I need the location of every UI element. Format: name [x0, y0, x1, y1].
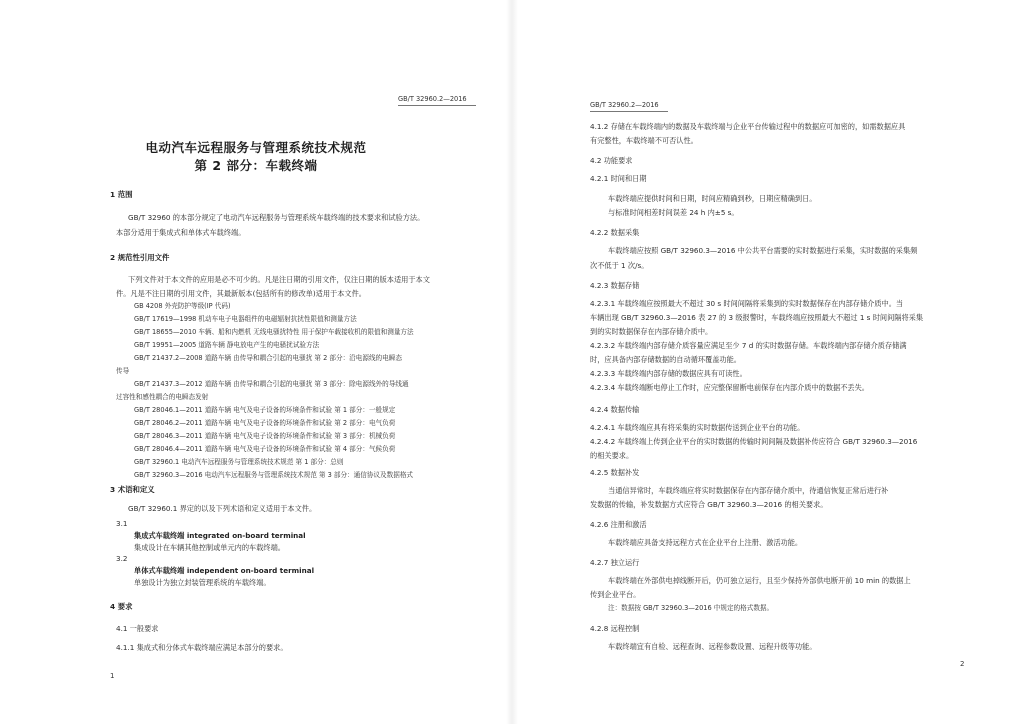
paragraph: 车载终端应按照 GB/T 32960.3—2016 中公共平台需要的实时数据进行采集，实时数据的采集频 [608, 246, 918, 255]
header-rule [398, 105, 476, 106]
paragraph: 到的实时数据保存在内部存储介质中。 [590, 327, 713, 336]
right-page [512, 0, 1024, 724]
paragraph: 4.2.3.4 车载终端断电停止工作时，应完整保留断电前保存在内部介质中的数据不丢失。 [590, 383, 869, 392]
section-2-heading: 2 规范性引用文件 [110, 253, 170, 262]
page-number: 2 [960, 660, 965, 668]
section-3-heading: 3 术语和定义 [110, 485, 155, 494]
paragraph: 4.2.4.1 车载终端应具有将采集的实时数据传送到企业平台的功能。 [590, 423, 805, 432]
reference-item: GB/T 28046.1—2011 道路车辆 电气及电子设备的环境条件和试验 第 1 部分：一般规定 [134, 406, 396, 414]
reference-item: GB/T 19951—2005 道路车辆 静电放电产生的电骚扰试验方法 [134, 341, 320, 349]
reference-item: GB/T 32960.1 电动汽车远程服务与管理系统技术规范 第 1 部分：总则 [134, 458, 344, 466]
reference-item: GB/T 21437.2—2008 道路车辆 由传导和耦合引起的电骚扰 第 2 部分：沿电源线的电瞬态 [134, 354, 402, 362]
subsection-heading: 4.2.5 数据补发 [590, 468, 640, 477]
reference-item: 传导 [116, 367, 130, 375]
subsection-heading: 4.1 一般要求 [116, 624, 159, 633]
note: 注：数据按 GB/T 32960.3—2016 中规定的格式数据。 [608, 604, 774, 612]
term-definition: 单独设计为独立封装管理系统的车载终端。 [134, 578, 271, 587]
reference-item: GB/T 28046.3—2011 道路车辆 电气及电子设备的环境条件和试验 第 3 部分：机械负荷 [134, 432, 396, 440]
paragraph: 件。凡是不注日期的引用文件，其最新版本(包括所有的修改单)适用于本文件。 [116, 289, 366, 298]
paragraph: 4.2.3.2 车载终端内部存储介质容量应满足至少 7 d 的实时数据存储。车载终端内部存储介质存储满 [590, 341, 907, 350]
paragraph: 时，应具备内部存储数据的自动循环覆盖功能。 [590, 355, 741, 364]
paragraph: 4.2.4.2 车载终端上传到企业平台的实时数据的传输时间间隔及数据补传应符合 GB/T 32960.3—2016 [590, 437, 918, 446]
paragraph: 有完整性，车载终端不可否认性。 [590, 136, 698, 145]
paragraph: 本部分适用于集成式和单体式车载终端。 [116, 228, 246, 237]
subsection-heading: 4.2 功能要求 [590, 156, 633, 165]
reference-item: GB/T 28046.2—2011 道路车辆 电气及电子设备的环境条件和试验 第 2 部分：电气负荷 [134, 419, 396, 427]
paragraph: GB/T 32960 的本部分规定了电动汽车远程服务与管理系统车载终端的技术要求和试验方法。 [128, 213, 425, 222]
paragraph: 车载终端在外部供电掉线断开后，仍可独立运行，且至少保持外部供电断开前 10 min 的数据上 [608, 576, 911, 585]
reference-item: GB/T 18655—2010 车辆、船和内燃机 无线电骚扰特性 用于保护车载接收机的限值和测量方法 [134, 328, 414, 336]
paragraph: 车载终端宜有自检、远程查询、远程参数设置、远程升级等功能。 [608, 642, 817, 651]
document-subtitle: 第 2 部分：车载终端 [194, 158, 318, 173]
paragraph: 传到企业平台。 [590, 590, 641, 599]
section-1-heading: 1 范围 [110, 190, 133, 199]
term-number: 3.2 [116, 554, 128, 563]
reference-item: GB/T 32960.3—2016 电动汽车远程服务与管理系统技术规范 第 3 部分：通信协议及数据格式 [134, 471, 414, 479]
page-header: GB/T 32960.2—2016 [398, 95, 467, 103]
paragraph: 车辆出现 GB/T 32960.3—2016 表 27 的 3 级报警时，车载终端应按照最大不超过 1 s 时间间隔将采集 [590, 313, 924, 322]
paragraph: 下列文件对于本文件的应用是必不可少的。凡是注日期的引用文件，仅注日期的版本适用于本文 [128, 275, 430, 284]
term-name: 单体式车载终端 independent on-board terminal [134, 566, 315, 575]
reference-item: 过容性和感性耦合的电瞬态发射 [116, 393, 209, 401]
reference-item: GB/T 28046.4—2011 道路车辆 电气及电子设备的环境条件和试验 第 4 部分：气候负荷 [134, 445, 396, 453]
paragraph: 次不低于 1 次/s。 [590, 261, 649, 270]
paragraph: 与标准时间相差时间误差 24 h 内±5 s。 [608, 208, 739, 217]
reference-item: GB/T 21437.3—2012 道路车辆 由传导和耦合引起的电骚扰 第 3 部分：除电源线外的导线通 [134, 380, 409, 388]
subsection-heading: 4.2.7 独立运行 [590, 558, 640, 567]
header-rule [590, 111, 668, 112]
paragraph: 4.2.3.1 车载终端应按照最大不超过 30 s 时间间隔将采集到的实时数据保存在内部存储介质中。当 [590, 299, 904, 308]
section-4-heading: 4 要求 [110, 602, 133, 611]
paragraph: 4.2.3.3 车载终端内部存储的数据应具有可读性。 [590, 369, 747, 378]
paragraph: 4.1.1 集成式和分体式车载终端应满足本部分的要求。 [116, 643, 288, 652]
page-number: 1 [110, 672, 115, 680]
term-definition: 集成设计在车辆其他控制或单元内的车载终端。 [134, 543, 285, 552]
subsection-heading: 4.2.3 数据存储 [590, 281, 640, 290]
reference-item: GB/T 17619—1998 机动车电子电器组件的电磁辐射抗扰性限值和测量方法 [134, 315, 357, 323]
subsection-heading: 4.2.6 注册和激活 [590, 520, 647, 529]
subsection-heading: 4.2.2 数据采集 [590, 228, 640, 237]
paragraph: 车载终端应提供时间和日期，时间应精确到秒，日期应精确到日。 [608, 194, 817, 203]
paragraph: GB/T 32960.1 界定的以及下列术语和定义适用于本文件。 [128, 504, 317, 513]
term-number: 3.1 [116, 519, 128, 528]
subsection-heading: 4.2.1 时间和日期 [590, 174, 647, 183]
page-header: GB/T 32960.2—2016 [590, 101, 659, 109]
reference-item: GB 4208 外壳防护等级(IP 代码) [134, 302, 231, 310]
paragraph: 的相关要求。 [590, 451, 634, 460]
subsection-heading: 4.2.4 数据传输 [590, 405, 640, 414]
term-name: 集成式车载终端 integrated on-board terminal [134, 531, 306, 540]
subsection-heading: 4.2.8 远程控制 [590, 624, 640, 633]
paragraph: 当通信异常时，车载终端应将实时数据保存在内部存储介质中，待通信恢复正常后进行补 [608, 486, 889, 495]
paragraph: 发数据的传输，补发数据方式应符合 GB/T 32960.3—2016 的相关要求。 [590, 500, 828, 509]
document-title: 电动汽车远程服务与管理系统技术规范 [145, 140, 367, 155]
paragraph: 4.1.2 存储在车载终端内的数据及车载终端与企业平台传输过程中的数据应可加密的，如需数据应具 [590, 122, 906, 131]
paragraph: 车载终端应具备支持远程方式在企业平台上注册、激活功能。 [608, 538, 803, 547]
